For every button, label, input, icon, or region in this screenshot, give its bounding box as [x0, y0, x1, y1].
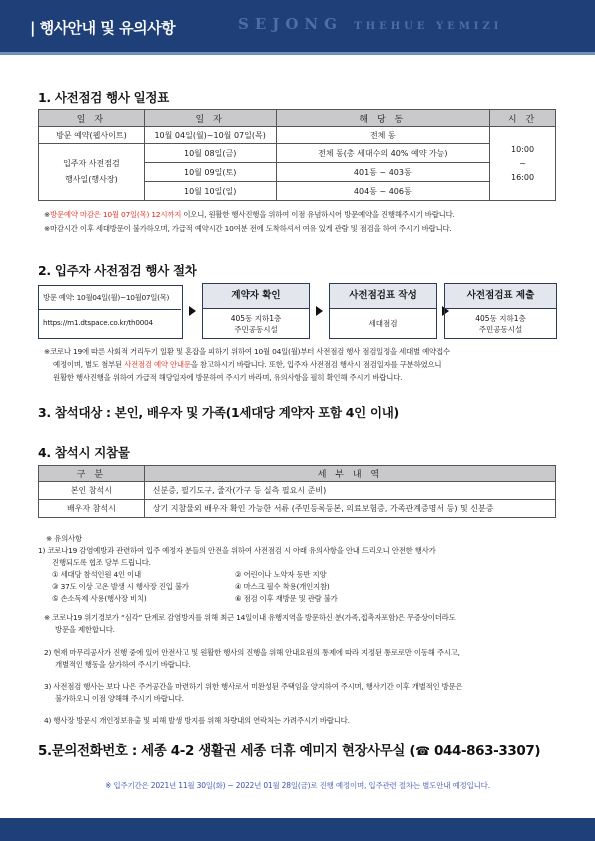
time-start: 10:00: [511, 144, 535, 154]
caution-2-line1: 2) 현재 마무리공사가 진행 중에 있어 안전사고 및 원활한 행사의 진행을 위해 안내요원의 통제에 따라 지정된 통로로만 이동해 주시고,: [44, 648, 460, 657]
header-title: | 행사안내 및 유의사항: [30, 19, 176, 37]
step-checklist-submit-body: [444, 309, 557, 339]
items-row-label: 본인 참석시: [39, 482, 145, 500]
schedule-note-1: [44, 208, 455, 221]
caution-2-line2: 개별적인 행동을 삼가하여 주시기 바랍니다.: [55, 660, 191, 669]
step2-location-2: 주민공동시설: [234, 325, 278, 334]
items-header-detail: 세 부 내 역: [144, 466, 555, 482]
section3-title: 3. 참석대상 : 본인, 배우자 및 가족(1세대당 계약자 포함 4인 이내): [38, 405, 399, 420]
caution-3-line1: 3) 사전점검 행사는 보다 나은 주거공간을 마련하기 위한 행사로서 미완성된 주택임을 양지하여 주시며, 행사기간 이후 개별적인 방문은: [44, 682, 463, 691]
step4-location-2: 주민공동시설: [478, 325, 523, 334]
caution-item: ① 세대당 참석인원 4인 이내: [52, 570, 141, 579]
reservation-period: 방문 예약: 10월04일(월)~10월07일(목): [39, 286, 181, 310]
step-contract-check-body: [202, 309, 310, 339]
caution-3-line2: 불가하오니 이점 양해해 주시기 바랍니다.: [55, 694, 184, 703]
section1-title: 1. 사전점검 행사 일정표: [38, 90, 169, 105]
schedule-cell: 10월 04일(월)~10월 07일(목): [144, 127, 276, 144]
schedule-cell: 401동 ~ 403동: [276, 163, 490, 182]
group-label-line1: 입주자 사전점검: [63, 159, 120, 168]
caution-1-line1: 1) 코로나19 감염예방과 관련하여 입주 예정자 분들의 안전을 위하여 사전점검 시 아래 유의사항을 안내 드리오니 안전한 행사가: [38, 546, 436, 555]
schedule-header-1: 일 자: [39, 110, 145, 127]
time-end: 16:00: [511, 172, 535, 182]
schedule-header-4: 시 간: [490, 110, 556, 127]
page-footer-bar: [0, 818, 595, 841]
caution-1-note-line1: ※ 코로나19 위기경보가 “심각” 단계로 감염방지를 위해 최근 14일이내 유행지역을 방문하신 분(가족,접촉자포함)은 무증상이더라도: [44, 613, 456, 622]
schedule-table: [38, 109, 556, 201]
step-checklist-write-body: 세대점검: [329, 309, 437, 339]
caution-item: ⑤ 손소독제 사용(행사장 비치): [52, 594, 147, 603]
schedule-cell: 10월 10일(일): [144, 182, 276, 201]
schedule-cell: 10월 09일(토): [144, 163, 276, 182]
move-in-period-note: ※ 입주기간은 2021년 11월 30일(화) ~ 2022년 01월 28일(금)로 진행 예정이며, 입주관련 절차는 별도안내 예정입니다.: [105, 781, 490, 790]
schedule-header-3: 해 당 동: [276, 110, 490, 127]
note2-text-b: 을 참고하시기 바랍니다. 또한, 입주자 사전점검 행사시 점검일자를 구분하였으니: [190, 360, 442, 369]
contact-line: [38, 739, 540, 759]
schedule-cell: 방문 예약(웹사이트): [39, 127, 145, 144]
caution-item: ⑥ 점검 이후 재방문 및 관람 불가: [235, 594, 338, 603]
note-prefix: ※: [44, 210, 50, 219]
section4-title: 4. 참석시 지참물: [38, 445, 130, 460]
page-header: [0, 0, 595, 52]
schedule-note-2: ※마감시간 이후 세대방문이 불가하오며, 가급적 예약시간 10여분 전에 도착하셔서 여유 있게 관람 및 점검을 하여 주시기 바랍니다.: [44, 224, 452, 233]
step-reservation: [38, 285, 183, 339]
schedule-cell: 전체 동(총 세대수의 40% 예약 가능): [276, 144, 490, 163]
note2-red-text: 사전점검 예약 안내문: [124, 360, 191, 369]
items-table: [38, 465, 556, 518]
schedule-cell: 404동 ~ 406동: [276, 182, 490, 201]
schedule-header-2: 일 자: [144, 110, 276, 127]
procedure-note-3: 원활한 행사진행을 위하여 가급적 해당일자에 방문하여 주시기 바라며, 유의사항을 필히 확인해 주시기 바랍니다.: [53, 373, 403, 382]
items-row-label: 배우자 참석시: [39, 500, 145, 518]
step-contract-check-title: 계약자 확인: [202, 283, 310, 309]
schedule-cell: 10월 08일(금): [144, 144, 276, 163]
caution-item: ③ 37도 이상 고온 발생 시 행사장 진입 불가: [52, 582, 189, 591]
group-label-line2: 행사일(행사장): [65, 175, 118, 184]
items-row-detail: 신분증, 필기도구, 줄자(가구 등 실측 필요시 준비): [144, 482, 555, 500]
section2-title: 2. 입주자 사전점검 행사 절차: [38, 263, 197, 278]
step-checklist-write-title: 사전점검표 작성: [329, 283, 437, 309]
step2-location-1: 405동 지하1층: [230, 314, 282, 323]
step-checklist-submit-title: 사전점검표 제출: [444, 283, 557, 309]
caution-1-line2: 진행되도록 협조 당부 드립니다.: [52, 558, 151, 567]
cautions-heading: ※ 유의사항: [46, 534, 82, 543]
caution-item: ④ 마스크 필수 착용(개인지참): [235, 582, 330, 591]
contact-text: 5.문의전화번호 : 세종 4-2 생활권 세종 더휴 예미지 현장사무실 (: [38, 743, 416, 759]
caution-1-note-line2: 방문을 제한합니다.: [55, 625, 115, 634]
caution-4-line1: 4) 행사장 방문시 개인정보유출 및 피해 발생 방지를 위해 차량내의 연락처는 가려주시기 바랍니다.: [44, 716, 350, 725]
brand-main: SEJONG: [238, 15, 343, 33]
procedure-note-1: ※코로나 19에 따른 사회적 거리두기 일환 및 혼잡을 피하기 위하여 10월 04일(월)부터 사전점검 행사 점검일정을 세대별 예약접수: [44, 347, 450, 356]
note-red-text: 방문예약 마감은 10월 07일(목) 12시까지: [50, 210, 182, 219]
time-sep: ~: [519, 158, 526, 168]
brand-sub: THEHUE YEMIZI: [354, 21, 503, 32]
phone-icon: ☎: [415, 744, 430, 758]
caution-item: ② 어린이나 노약자 동반 지양: [235, 570, 327, 579]
arrow-right-icon: [316, 306, 323, 316]
procedure-note-2: [53, 358, 441, 371]
schedule-time-cell: [490, 127, 556, 201]
reservation-url[interactable]: https://m1.dtspace.co.kr/th0004: [43, 318, 153, 327]
brand-logo-text: [238, 15, 502, 33]
arrow-right-icon: [189, 306, 196, 316]
items-row-detail: 상기 지참물외 배우자 확인 가능한 서류 (주민등록등본, 의료보험증, 가족관계증명서 등) 및 신분증: [144, 500, 555, 518]
header-divider: [0, 52, 595, 55]
schedule-cell: 전체 동: [276, 127, 490, 144]
step4-location-1: 405동 지하1층: [475, 314, 526, 323]
note2-text-a: 예정이며, 별도 첨부된: [53, 360, 125, 369]
note-rest-text: 이오니, 원활한 행사진행을 위하여 이점 유념하시어 방문예약을 진행해주시기 바랍니다.: [181, 210, 455, 219]
schedule-group-label: [39, 144, 145, 201]
items-header-category: 구 분: [39, 466, 145, 482]
contact-number: 044-863-3307): [429, 743, 541, 759]
